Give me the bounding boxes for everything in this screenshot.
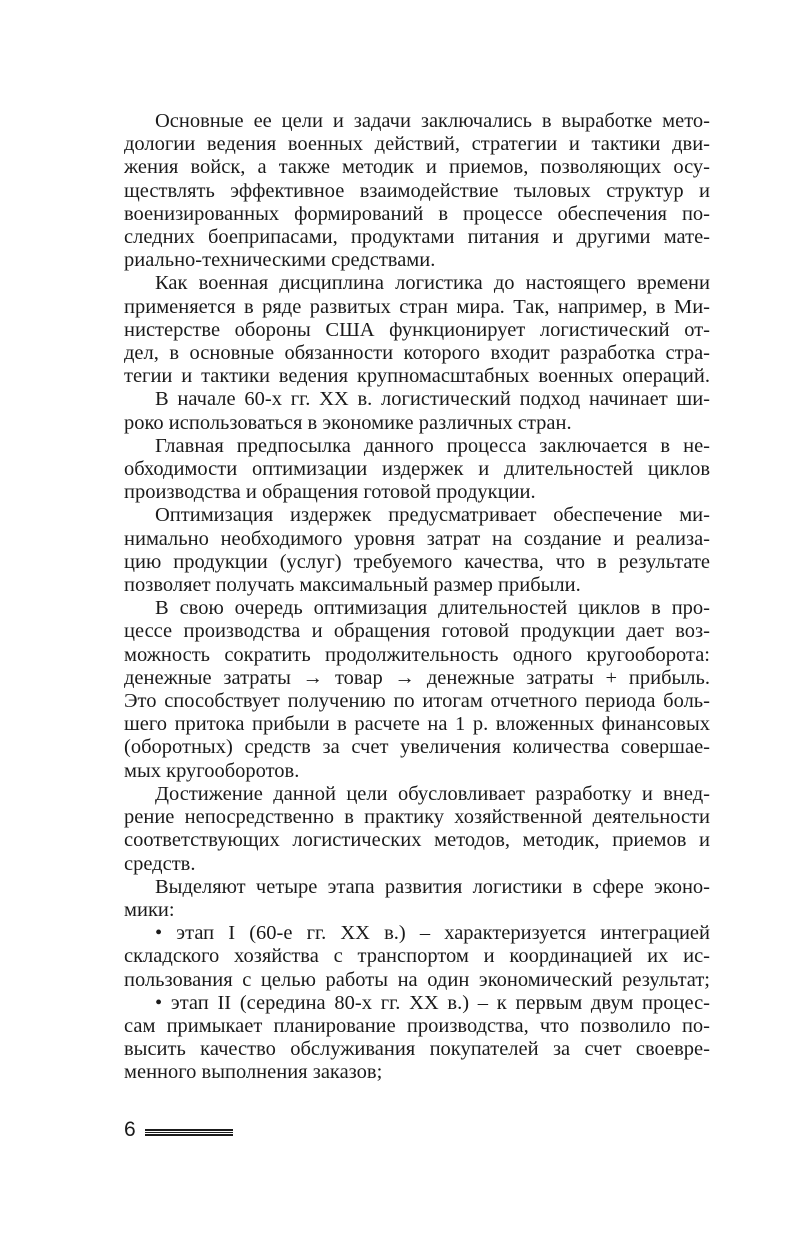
paragraph <box>124 272 710 388</box>
text-line: Оптимизация издержек предусматривает обеспечение ми- <box>155 504 710 527</box>
text-line: можность сократить продолжительность одного кругооборота: <box>124 643 710 666</box>
text-line: жения войск, а также методик и приемов, позволяющих осу- <box>124 156 710 179</box>
text-line: тегии и тактики ведения крупномасштабных военных операций. <box>124 365 710 388</box>
text-line: нимально необходимого уровня затрат на создание и реализа- <box>124 527 710 550</box>
text-line: • этап I (60-е гг. XX в.) – характеризуется интеграцией <box>155 922 710 945</box>
text-line: денежные затраты → товар → денежные затраты + прибыль. <box>124 666 710 689</box>
text-line: дел, в основные обязанности которого входит разработка стра- <box>124 342 710 365</box>
text-line: нистерстве обороны США функционирует логистический от- <box>124 318 710 341</box>
text-line: высить качество обслуживания покупателей за счет своевре- <box>124 1038 710 1061</box>
text-line: рение непосредственно в практику хозяйственной деятельности <box>124 806 710 829</box>
paragraph <box>124 876 710 922</box>
text-line: военизированных формирований в процессе обеспечения по- <box>124 202 710 225</box>
text-line: пользования с целью работы на один экономический результат; <box>124 968 710 991</box>
text-line: цию продукции (услуг) требуемого качества, что в результате <box>124 550 710 573</box>
text-line: Как военная дисциплина логистика до настоящего времени <box>155 272 710 295</box>
page-footer <box>124 1118 233 1142</box>
text-line: мики: <box>124 898 175 921</box>
bullet-item <box>124 922 710 992</box>
text-line: ществлять эффективное взаимодействие тыловых структур и <box>124 179 710 202</box>
text-line: соответствующих логистических методов, методик, приемов и <box>124 829 710 852</box>
text-line: шего притока прибыли в расчете на 1 р. вложенных финансовых <box>124 713 710 736</box>
text-line: средств. <box>124 852 196 875</box>
paragraph <box>124 435 710 505</box>
bullet-item <box>124 992 710 1085</box>
text-line: Главная предпосылка данного процесса заключается в не- <box>155 434 710 457</box>
text-line: • этап II (середина 80-х гг. XX в.) – к первым двум процес- <box>155 991 710 1014</box>
text-line: (оборотных) средств за счет увеличения количества совершае- <box>124 736 710 759</box>
text-line: В начале 60-х гг. XX в. логистический подход начинает ши- <box>155 388 710 411</box>
page-number: 6 <box>124 1118 136 1141</box>
text-line: мых кругооборотов. <box>124 759 300 782</box>
text-line: дологии ведения военных действий, стратегии и тактики дви- <box>124 133 710 156</box>
page-body <box>124 110 710 1085</box>
text-line: роко использоваться в экономике различных стран. <box>124 411 572 434</box>
text-line: цессе производства и обращения готовой продукции дает воз- <box>124 620 710 643</box>
text-line: риально-техническими средствами. <box>124 249 436 272</box>
text-line: менного выполнения заказов; <box>124 1061 383 1084</box>
text-line: применяется в ряде развитых стран мира. Так, например, в Ми- <box>124 295 710 318</box>
paragraph <box>124 783 710 876</box>
paragraph <box>124 388 710 434</box>
text-line: производства и обращения готовой продукции. <box>124 481 536 504</box>
footer-rule <box>145 1129 233 1136</box>
paragraph <box>124 504 710 597</box>
text-line: Основные ее цели и задачи заключались в выработке мето- <box>155 110 710 132</box>
paragraph <box>124 597 710 783</box>
text-line: Выделяют четыре этапа развития логистики в сфере эконо- <box>155 875 710 898</box>
text-line: В свою очередь оптимизация длительностей циклов в про- <box>155 597 710 620</box>
text-line: складского хозяйства с транспортом и координацией их ис- <box>124 945 710 968</box>
text-line: обходимости оптимизации издержек и длительностей циклов <box>124 458 710 481</box>
text-line: позволяет получать максимальный размер прибыли. <box>124 574 581 597</box>
paragraph <box>124 110 710 272</box>
text-line: сам примыкает планирование производства, что позволило по- <box>124 1014 710 1037</box>
text-line: следних боеприпасами, продуктами питания и другими мате- <box>124 226 710 249</box>
text-line: Достижение данной цели обусловливает разработку и внед- <box>155 782 710 805</box>
text-line: Это способствует получению по итогам отчетного периода боль- <box>124 690 710 713</box>
